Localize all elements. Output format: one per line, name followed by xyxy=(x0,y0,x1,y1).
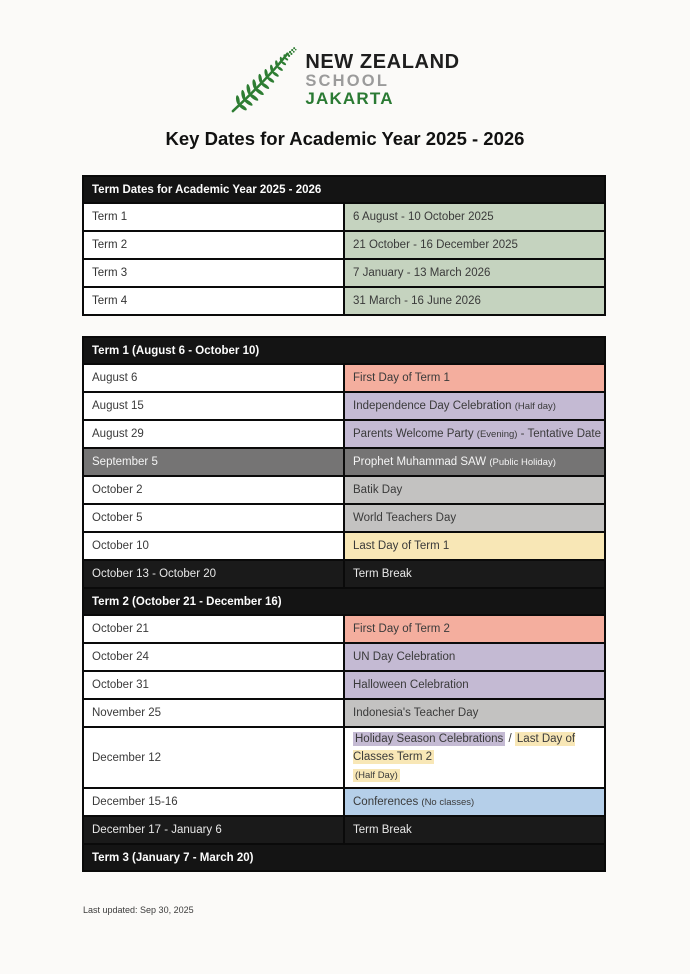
event-text: Last Day of Classes Term 2 xyxy=(353,733,576,763)
section-header-row xyxy=(83,844,605,871)
last-updated-note: Last updated: Sep 30, 2025 xyxy=(83,905,194,915)
event-date: October 31 xyxy=(83,671,344,699)
event-date: August 15 xyxy=(83,392,344,420)
section-header-row xyxy=(83,588,605,615)
event-row xyxy=(83,615,605,643)
event-row xyxy=(83,420,605,448)
event-description xyxy=(344,392,605,420)
event-row xyxy=(83,364,605,392)
term-row xyxy=(83,203,605,231)
event-description xyxy=(344,671,605,699)
term-date-range: 21 October - 16 December 2025 xyxy=(344,231,605,259)
event-note: (No classes) xyxy=(421,797,475,809)
event-text: Batik Day xyxy=(353,484,403,496)
calendar-table xyxy=(82,336,606,872)
term-date-range: 6 August - 10 October 2025 xyxy=(344,203,605,231)
section-header: Term 2 (October 21 - December 16) xyxy=(83,588,605,615)
event-row xyxy=(83,504,605,532)
term-dates-table-header: Term Dates for Academic Year 2025 - 2026 xyxy=(83,176,605,203)
event-note: (Public Holiday) xyxy=(489,457,556,468)
fern-icon xyxy=(230,44,300,116)
page-title: Key Dates for Academic Year 2025 - 2026 xyxy=(165,128,525,149)
event-date: October 13 - October 20 xyxy=(83,560,344,588)
event-note: (Half Day) xyxy=(355,769,398,781)
event-row xyxy=(83,788,605,816)
term-break-row xyxy=(83,816,605,844)
event-description xyxy=(344,727,605,788)
event-description xyxy=(344,532,605,560)
event-date: August 29 xyxy=(83,420,344,448)
event-date: October 21 xyxy=(83,615,344,643)
term-date-range: 31 March - 16 June 2026 xyxy=(344,287,605,315)
event-text: Independence Day Celebration xyxy=(353,400,515,412)
event-description xyxy=(344,615,605,643)
term-row xyxy=(83,231,605,259)
event-description xyxy=(344,504,605,532)
event-row xyxy=(83,643,605,671)
event-note: (Evening) xyxy=(476,429,518,440)
section-header-row xyxy=(83,337,605,364)
event-description xyxy=(344,476,605,504)
event-text: / xyxy=(505,733,515,745)
term-row xyxy=(83,259,605,287)
event-text: World Teachers Day xyxy=(353,512,457,524)
event-description xyxy=(344,560,605,588)
event-text: Last Day of Term 1 xyxy=(353,540,450,552)
event-description xyxy=(344,420,605,448)
event-row xyxy=(83,727,605,788)
event-text: Term Break xyxy=(353,568,412,580)
event-row xyxy=(83,671,605,699)
event-text: Prophet Muhammad SAW xyxy=(353,456,490,468)
event-text: First Day of Term 1 xyxy=(353,372,450,384)
event-row xyxy=(83,699,605,727)
event-text: Term Break xyxy=(353,824,412,837)
event-description xyxy=(344,699,605,727)
term-label: Term 3 xyxy=(83,259,344,287)
event-description xyxy=(344,788,605,816)
event-row xyxy=(83,476,605,504)
term-dates-header-row xyxy=(83,176,605,203)
term-label: Term 1 xyxy=(83,203,344,231)
event-description xyxy=(344,448,605,476)
event-text: First Day of Term 2 xyxy=(353,623,450,635)
event-date: August 6 xyxy=(83,364,344,392)
event-text: Holiday Season Celebrations xyxy=(355,733,504,745)
event-text: Halloween Celebration xyxy=(353,679,469,691)
event-date: December 12 xyxy=(83,727,344,788)
term-row xyxy=(83,287,605,315)
event-description xyxy=(344,816,605,844)
event-date: October 2 xyxy=(83,476,344,504)
term-date-range: 7 January - 13 March 2026 xyxy=(344,259,605,287)
school-logo xyxy=(0,44,690,116)
term-dates-table xyxy=(82,175,606,316)
term-label: Term 4 xyxy=(83,287,344,315)
event-row xyxy=(83,532,605,560)
event-text: Conferences xyxy=(353,796,422,809)
event-row xyxy=(83,448,605,476)
event-text: Indonesia's Teacher Day xyxy=(353,707,479,719)
event-note: (Half day) xyxy=(514,401,556,412)
school-name xyxy=(305,52,459,108)
logo-line3: JAKARTA xyxy=(305,89,394,109)
event-date: October 5 xyxy=(83,504,344,532)
event-date: November 25 xyxy=(83,699,344,727)
logo-line1: NEW ZEALAND xyxy=(305,51,460,74)
event-date: September 5 xyxy=(83,448,344,476)
term-break-row xyxy=(83,560,605,588)
event-description xyxy=(344,364,605,392)
event-description xyxy=(344,643,605,671)
section-header: Term 1 (August 6 - October 10) xyxy=(83,337,605,364)
event-text: UN Day Celebration xyxy=(353,651,456,663)
logo-line2: SCHOOL xyxy=(305,71,390,90)
term-label: Term 2 xyxy=(83,231,344,259)
event-row xyxy=(83,392,605,420)
event-date: December 17 - January 6 xyxy=(83,816,344,844)
event-date: October 10 xyxy=(83,532,344,560)
event-date: December 15-16 xyxy=(83,788,344,816)
event-text: - Tentative Date xyxy=(517,428,601,440)
section-header: Term 3 (January 7 - March 20) xyxy=(83,844,605,871)
event-text: Parents Welcome Party xyxy=(353,428,477,440)
event-date: October 24 xyxy=(83,643,344,671)
